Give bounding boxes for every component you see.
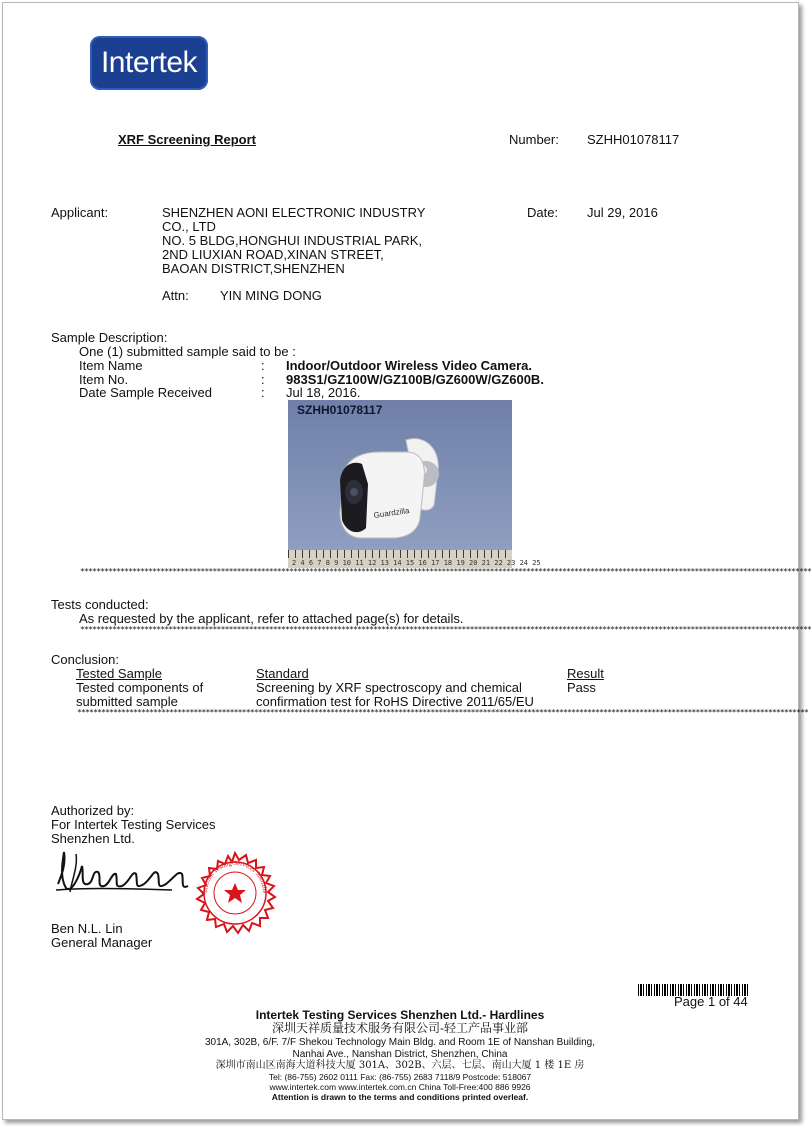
applicant-line: 2ND LIUXIAN ROAD,XINAN STREET, bbox=[162, 247, 384, 262]
footer-company-cn: 深圳天祥质量技术服务有限公司-轻工产品事业部 bbox=[272, 1021, 528, 1035]
ruler-numbers: 2 4 6 7 8 9 10 11 12 13 14 15 16 17 18 19 20 21 22 23 24 25 bbox=[292, 559, 541, 567]
standard-line: Screening by XRF spectroscopy and chemical bbox=[256, 680, 522, 695]
applicant-line: SHENZHEN AONI ELECTRONIC INDUSTRY bbox=[162, 205, 426, 220]
applicant-label: Applicant: bbox=[51, 205, 109, 220]
signer-name: Ben N.L. Lin bbox=[51, 921, 123, 936]
report-date: Jul 29, 2016 bbox=[587, 205, 658, 220]
footer-address: 301A, 302B, 6/F. 7/F Shekou Technology Main Bldg. and Room 1E of Nanshan Building, bbox=[204, 1037, 596, 1048]
intertek-logo: Intertek bbox=[90, 36, 208, 90]
company-seal bbox=[190, 851, 280, 935]
colon: : bbox=[261, 385, 265, 400]
sample-intro: One (1) submitted sample said to be : bbox=[79, 344, 296, 359]
separator: ************************************************************************************************************************************************************************************** bbox=[80, 567, 811, 576]
authorizing-company: Shenzhen Ltd. bbox=[51, 831, 135, 846]
col-header-standard: Standard bbox=[256, 666, 309, 681]
applicant-line: NO. 5 BLDG,HONGHUI INDUSTRIAL PARK, bbox=[162, 233, 423, 248]
report-title: XRF Screening Report bbox=[118, 132, 256, 147]
tests-heading: Tests conducted: bbox=[51, 597, 149, 612]
footer-web: www.intertek.com www.intertek.com.cn China Toll-Free:400 886 9926 bbox=[269, 1082, 531, 1092]
seal-text: Intertek Testing Services Shenzhe bbox=[201, 859, 269, 894]
date-received-label: Date Sample Received bbox=[79, 385, 212, 400]
applicant-line: CO., LTD bbox=[162, 219, 216, 234]
item-name-label: Item Name bbox=[79, 358, 143, 373]
separator: ************************************************************************************************************************************************************************************** bbox=[80, 625, 811, 634]
footer-notice: Attention is drawn to the terms and conditions printed overleaf. bbox=[271, 1092, 529, 1102]
colon: : bbox=[261, 358, 265, 373]
colon: : bbox=[261, 372, 265, 387]
camera-brand: Guardzilla bbox=[373, 506, 410, 520]
conclusion-heading: Conclusion: bbox=[51, 652, 119, 667]
signature bbox=[52, 844, 202, 900]
authorizing-company: For Intertek Testing Services bbox=[51, 817, 216, 832]
col-header-result: Result bbox=[567, 666, 604, 681]
standard-line: confirmation test for RoHS Directive 2011/65/EU bbox=[256, 694, 534, 709]
page-number: Page 1 of 44 bbox=[674, 994, 748, 1009]
signer-title: General Manager bbox=[51, 935, 153, 950]
tests-text: As requested by the applicant, refer to attached page(s) for details. bbox=[79, 611, 464, 626]
item-no-value: 983S1/GZ100W/GZ100B/GZ600W/GZ600B. bbox=[286, 372, 544, 387]
col-header-sample: Tested Sample bbox=[76, 666, 162, 681]
camera-illustration bbox=[288, 400, 512, 568]
item-name-value: Indoor/Outdoor Wireless Video Camera. bbox=[286, 358, 532, 373]
report-number: SZHH01078117 bbox=[587, 132, 680, 147]
separator: ************************************************************************************************************************************************************************************** bbox=[77, 708, 808, 717]
footer-address-cn: 深圳市南山区南海大道科技大厦 301A、302B、六层、七层、南山大厦 1 楼 1E 房 bbox=[215, 1060, 585, 1071]
tested-sample-line: submitted sample bbox=[76, 694, 178, 709]
footer-company: Intertek Testing Services Shenzhen Ltd.- Hardlines bbox=[255, 1008, 545, 1022]
number-label: Number: bbox=[509, 132, 559, 147]
authorized-label: Authorized by: bbox=[51, 803, 135, 818]
date-received-value: Jul 18, 2016. bbox=[286, 385, 361, 400]
item-no-label: Item No. bbox=[79, 372, 129, 387]
footer-address: Nanhai Ave., Nanshan District, Shenzhen, China bbox=[292, 1049, 508, 1060]
attn-label: Attn: bbox=[162, 288, 189, 303]
sample-heading: Sample Description: bbox=[51, 330, 168, 345]
date-label: Date: bbox=[527, 205, 559, 220]
photo-label: SZHH01078117 bbox=[297, 403, 383, 417]
applicant-line: BAOAN DISTRICT,SHENZHEN bbox=[162, 261, 345, 276]
sample-photo bbox=[288, 400, 541, 568]
attn-name: YIN MING DONG bbox=[220, 288, 322, 303]
tested-sample-line: Tested components of bbox=[76, 680, 204, 695]
result-value: Pass bbox=[567, 680, 596, 695]
footer-phone: Tel: (86-755) 2602 0111 Fax: (86-755) 2683 7118/9 Postcode: 518067 bbox=[268, 1072, 532, 1082]
